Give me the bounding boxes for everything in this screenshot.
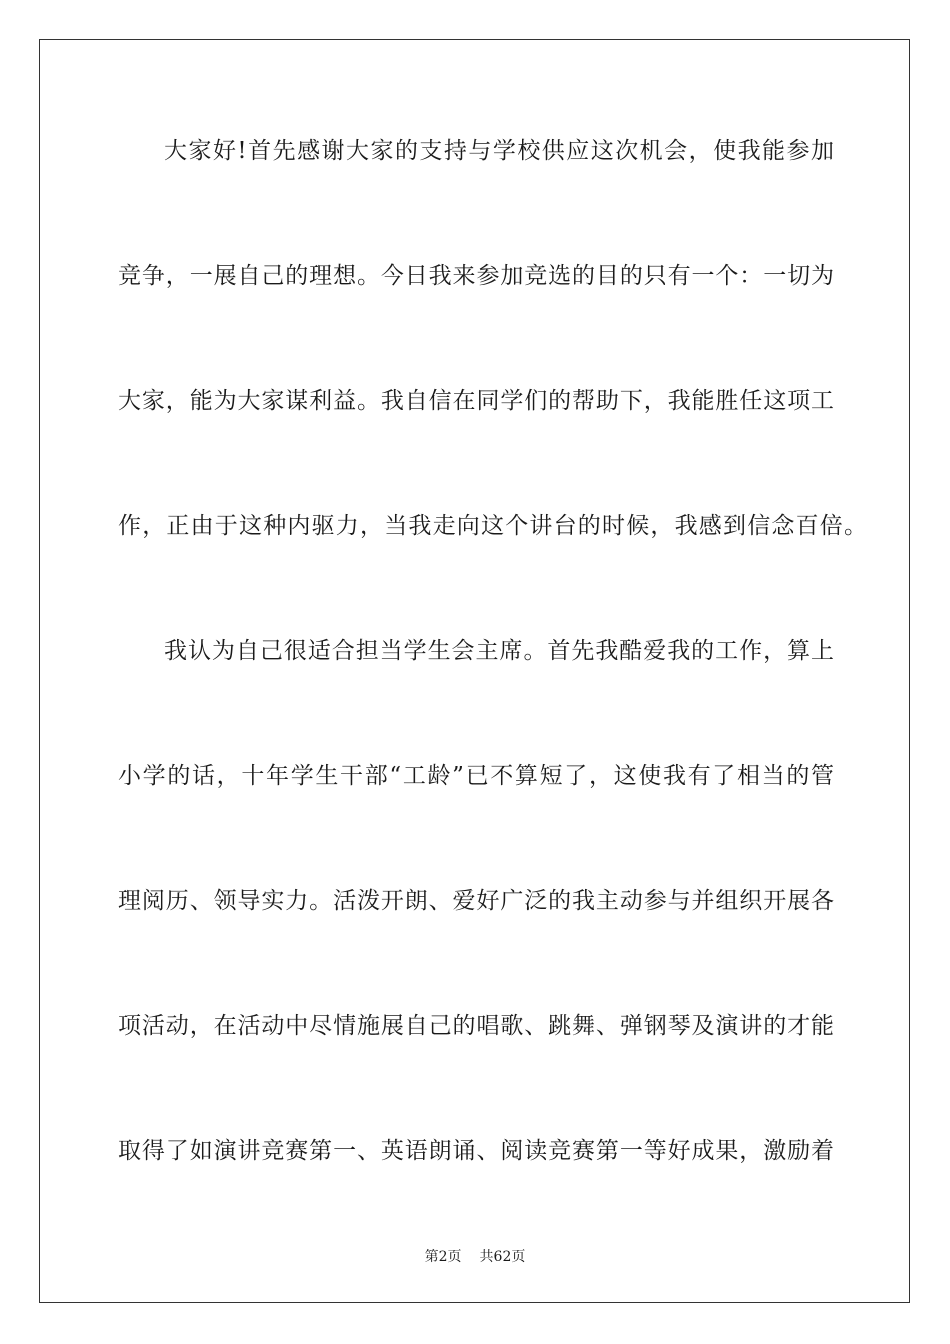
paragraph-line: 理阅历、领导实力。活泼开朗、爱好广泛的我主动参与并组织开展各 [118,888,834,914]
total-pages: 共62页 [479,1249,526,1265]
page-number: 第2页 [424,1249,462,1265]
paragraph-line: 取得了如演讲竞赛第一、英语朗诵、阅读竞赛第一等好成果，激励着 [118,1138,834,1164]
paragraph-line: 项活动，在活动中尽情施展自己的唱歌、跳舞、弹钢琴及演讲的才能 [118,1013,834,1039]
paragraph-line: 我认为自己很适合担当学生会主席。首先我酷爱我的工作，算上 [164,638,834,664]
paragraph-line: 小学的话，十年学生干部“工龄”已不算短了，这使我有了相当的管 [118,763,834,789]
paragraph-line: 作，正由于这种内驱力，当我走向这个讲台的时候，我感到信念百倍。 [118,513,869,539]
paragraph-line: 大家好!首先感谢大家的支持与学校供应这次机会，使我能参加 [164,138,834,164]
page-border [39,39,910,1303]
paragraph-line: 竞争，一展自己的理想。今日我来参加竞选的目的只有一个：一切为 [118,263,834,289]
paragraph-line: 大家，能为大家谋利益。我自信在同学们的帮助下，我能胜任这项工 [118,388,834,414]
page-footer [0,1247,950,1267]
